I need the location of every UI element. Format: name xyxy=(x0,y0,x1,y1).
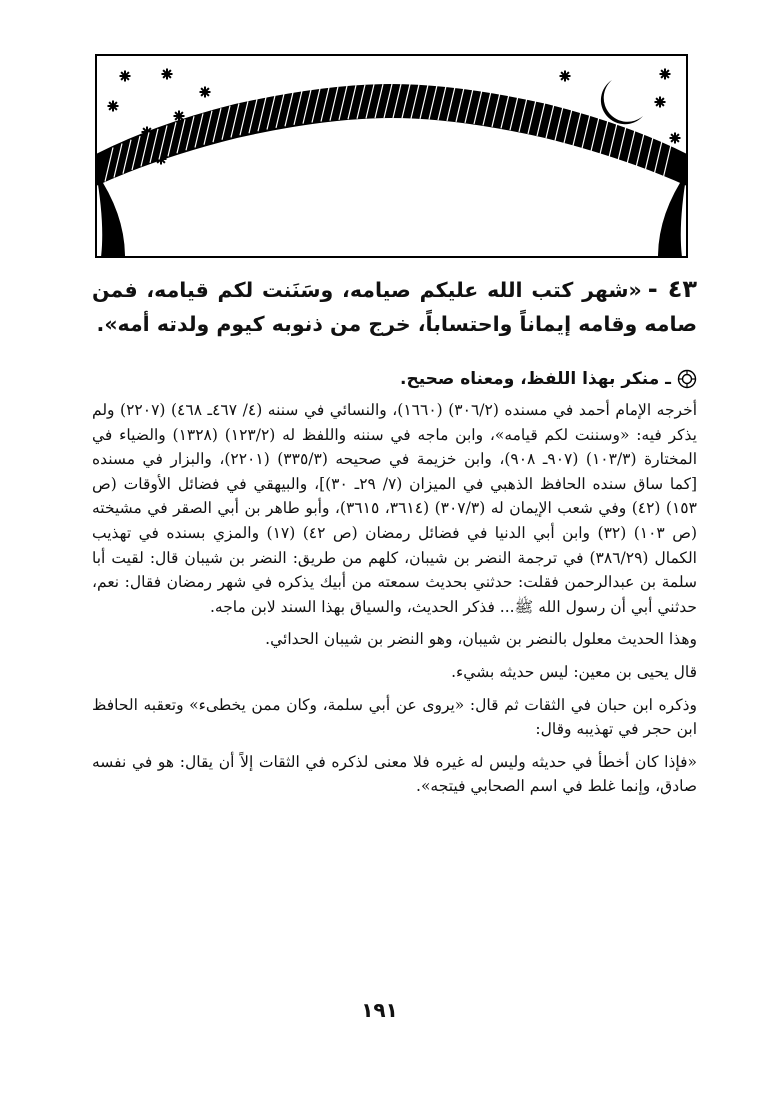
paragraph-illah: وهذا الحديث معلول بالنضر بن شيبان، وهو النضر بن شيبان الحدائي. xyxy=(265,630,697,649)
verdict-line xyxy=(92,366,697,392)
paragraph-ibn-hajar: «فإذا كان أخطأ في حديثه وليس له غيره فلا معنى لذكره في الثقات إلاً أن يقال: هو في نفسه صادق، وإنما غلط في اسم الصحابي فيتجه». xyxy=(92,752,697,796)
ornament-flower-icon xyxy=(677,369,697,389)
star-icon xyxy=(655,97,666,108)
star-icon xyxy=(120,71,131,82)
star-icon xyxy=(162,69,173,80)
star-icon xyxy=(670,133,681,144)
hadith-number: ٤٣ - xyxy=(647,275,697,303)
star-icon xyxy=(660,69,671,80)
star-icon xyxy=(108,101,119,112)
paragraph-ibn-hibban: وذكره ابن حبان في الثقات ثم قال: «يروى عن أبي سلمة، وكان ممن يخطىء» وتعقبه الحافظ ابن حجر في تهذيبه وقال: xyxy=(92,695,697,739)
paragraph-takhrij: أخرجه الإمام أحمد في مسنده (٣٠٦/٢) (١٦٦٠)، والنسائي في سننه (٤/ ٤٦٧ـ ٤٦٨) (٢٢٠٧) ولم يذكر فيه: «وسننت لكم قيامه»، وابن ماجه في سننه واللفظ له (١٢٣/٢) (١٣٢٨) والضياء في المختارة (١٠٣/٣) (٩٠٧ـ ٩٠٨)، وابن خزيمة في صحيحه (٣٣٥/٣) (٢٢٠١)، والبزار في مسنده [كما ساق سنده الحافظ الذهبي في الميزان (٧/ ٢٩ـ ٣٠)]، والبيهقي في فضائل الأوقات (ص ١٥٣) (٤٢) وفي شعب الإيمان له (٣٠٧/٣) (٣٦١٤، ٣٦١٥)، وأبو طاهر بن أبي الصقر في مشيخته (ص ١٠٣) (٣٢) وابن أبي الدنيا في فضائل رمضان (ص ٤٢) (١٧) والمزي بسنده في تهذيب الكمال (٣٨٦/٢٩) في ترجمة النضر بن شيبان، كلهم من طريق: النضر بن شيبان قال: لقيت أبا سلمة بن عبدالرحمن فقلت: حدثني بحديث سمعته من أبيك يذكره في شهر رمضان فقال: نعم، حدثني أبي أن رسول الله ﷺ... فذكر الحديث، والسياق بهذا السند لابن ماجه. xyxy=(92,401,698,616)
page-number: ١٩١ xyxy=(361,998,398,1022)
verdict-text: ـ منكر بهذا اللفظ، ومعناه صحيح. xyxy=(399,369,671,389)
star-icon xyxy=(560,71,571,82)
hadith-body: «شهر كتب الله عليكم صيامه، وسَنَنت لكم قيامه، فمن صامه وقامه إيماناً واحتساباً، خرج من ذنوبه كيوم ولدته أمه». xyxy=(92,278,697,336)
star-icon xyxy=(200,87,211,98)
commentary xyxy=(92,398,697,799)
paragraph-ibn-main: قال يحيى بن معين: ليس حديثه بشيء. xyxy=(451,662,697,681)
header-ornament xyxy=(95,54,688,258)
hadith-text xyxy=(92,272,697,341)
